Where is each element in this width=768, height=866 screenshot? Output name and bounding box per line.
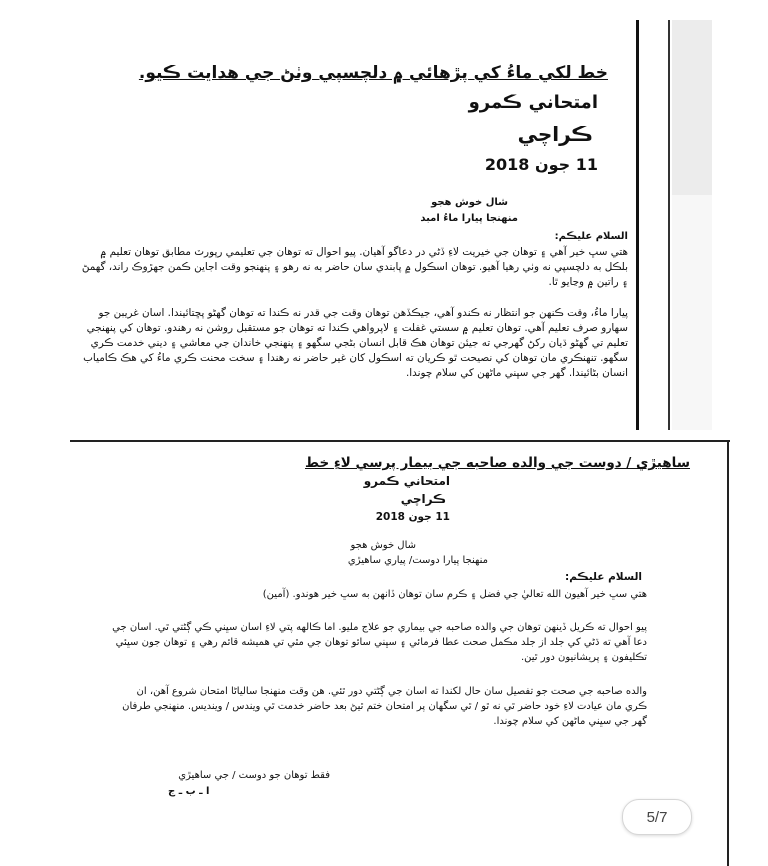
letter1-title: خط لکي ماءُ کي پڙهائي ۾ دلچسپي وٺڻ جي هدايت ڪيو. (138, 63, 608, 83)
page-divider-line-thin (668, 20, 670, 430)
letter2-city: ڪراچي (400, 492, 446, 506)
letter2-date: 11 جون 2018 (375, 511, 450, 523)
letter1-paragraph2: پيارا ماءُ، وقت ڪنهن جو انتظار نه ڪندو آهي، جيڪڏهن توهان وقت جي قدر نه ڪندا ته توهان گهڻو پڇتائيندا. اسان غريبن جو سهارو صرف تعليم آهي. توهان تعليم ۾ سستي غفلت ۽ لاپرواهي ڪندا ته توهان جو مستقبل روشن نه رهندو. توهان کي پنهنجي تعليم تي گهڻو ڌيان رکڻ گهرجي ته جيئن توهان هڪ قابل انسان بڻجي سگهو ۽ پنهنجي خاندان جي معاشي ۽ ديني خدمت ڪري سگهو. تنهنڪري مان توهان کي نصيحت ٿو ڪريان ته اسڪول کان غير حاضر نه رهندا ۽ سخت محنت ڪري ماءُ کي هڪ ڪامياب انسان بڻائيندا. گهر جي سڀني ماڻهن کي سلام چوندا. (83, 307, 628, 379)
letter2-paragraph2: پيو احوال ته ڪريل ڏينهن توهان جي والده صاحبه جي بيماري جو علاج مليو. اما ڪالهه پتي لاءِ اسان سڀني ڪي ڳڻتي ٿي. اسان جي دعا آهي ته ڌڻي کي جلد از جلد مڪمل صحت عطا فرمائي ۽ سڀني سائو توهان جي مٿي تي هميشه قائم رهي ۽ توهان جون سڀئي تڪليفون ۽ پريشانيون دور ٿين. (112, 622, 647, 663)
letter2-address-line1: شال خوش هجو (350, 540, 416, 551)
letter1-address-line1: شال خوش هجو (431, 197, 508, 208)
page-edge-strip (672, 20, 712, 195)
letter1-sender-place: امتحاني ڪمرو (468, 92, 598, 113)
letter2-paragraph3: والده صاحبه جي صحت جو تفصيل سان حال لکندا ته اسان جي ڳڻتي دور ٿئي. هن وقت منهنجا سالياڻا امتحان شروع آهن، ان ڪري مان عيادت لاءِ خود حاضر ٿي نه ٿو / ٿي سگهان پر امتحان ختم ٿيڻ بعد حاضر خدمت ٿي ويندس / وينديس. منهنجي طرفان گهر جي سڀني ماڻهن کي سلام چوندا. (122, 686, 647, 727)
letter2-title: ساهيڙي / دوست جي والده صاحبه جي بيمار پرسي لاءِ خط (305, 455, 690, 471)
letter1-city: ڪراچي (517, 122, 593, 146)
page-divider-line (636, 20, 639, 430)
letter2-sender-place: امتحاني ڪمرو (363, 474, 450, 488)
letter2-address-line2: منهنجا پيارا دوست/ پياري ساهيڙي (347, 555, 488, 566)
letter1-paragraph1: هتي سڀ خير آهي ۽ توهان جي خيريت لاءِ ڏڻي در دعاگو آهيان. پيو احوال ته توهان جي تعليمي رپورٽ مطابق توهان تعليم ۾ بلڪل به دلچسپي نه وٺي رهيا آهيو. توهان اسڪول ۾ پابندي سان حاضر به نه رهو ۽ پنهنجو وقت اجاين ڪمن جهڙوڪ راند، گهمڻ ۽ راتين ۾ وڃايو ٿا. (81, 246, 628, 288)
page2-right-border (727, 440, 729, 866)
page-indicator: 5/7 (622, 799, 692, 835)
letter2-paragraph1: هتي سڀ خير آهيون الله تعاليٰ جي فضل ۽ ڪرم سان توهان ڏانهن به سڀ خير هوندو. (آمين) (262, 589, 647, 600)
letter1-address-line2: منهنجا پيارا ماءُ امبد (420, 213, 518, 224)
page-edge-strip-lower (672, 195, 712, 430)
page2-top-border (70, 440, 730, 442)
letter1-salutation: السلام عليڪم: (554, 231, 628, 242)
letter2-signature: ا ـ ب ـ ج (168, 786, 210, 797)
letter1-date: 11 جون 2018 (484, 155, 598, 174)
letter2-closing: فقط توهان جو دوست / جي ساهيڙي (178, 770, 330, 781)
letter2-salutation: السلام عليڪم: (565, 571, 642, 583)
